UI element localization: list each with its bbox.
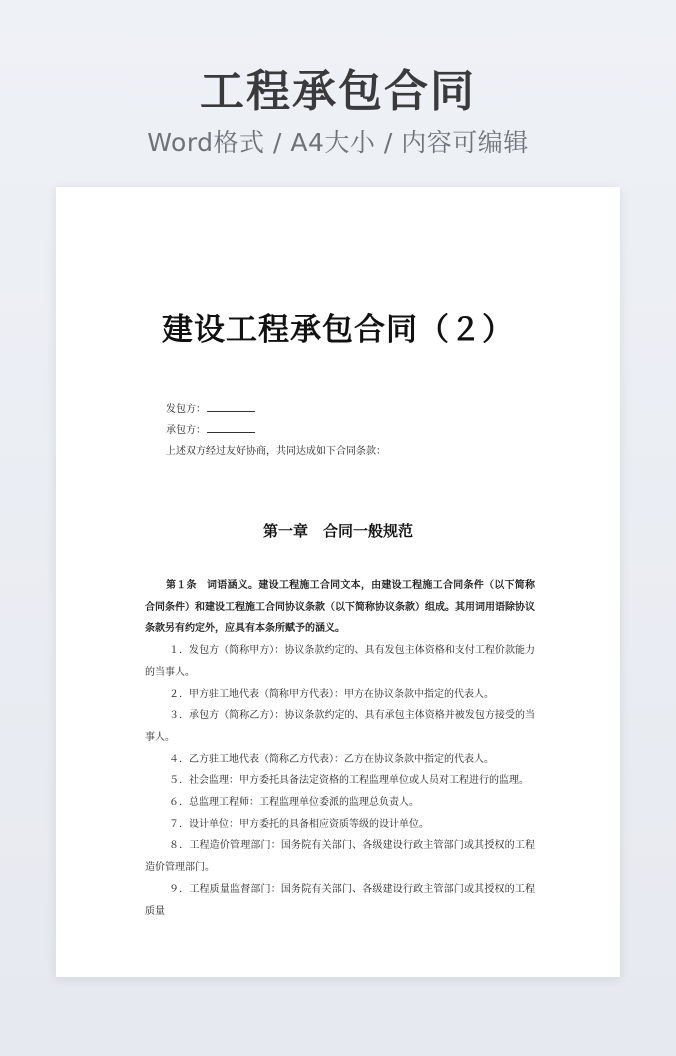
preamble: 上述双方经过友好协商，共同达成如下合同条款： (166, 446, 386, 457)
clause-3: ３．承包方（简称乙方）：协议条款约定的、具有承包主体资格并被发包方接受的当事人。 (145, 710, 535, 743)
document-title: 建设工程承包合同（２） (162, 312, 514, 348)
clause-4: ４．乙方驻工地代表（简称乙方代表）：乙方在协议条款中指定的代表人。 (169, 753, 494, 765)
subcontractor-line (166, 420, 566, 441)
clause-1: １．发包方（简称甲方）：协议条款约定的、具有发包主体资格和支付工程价款能力的当事人。 (145, 645, 535, 678)
clause-2: ２．甲方驻工地代表（简称甲方代表）：甲方在协议条款中指定的代表人。 (169, 688, 494, 700)
subcontractor-blank (207, 421, 255, 433)
chapter-title: 第一章 合同一般规范 (262, 522, 413, 540)
clause-9: ９．工程质量监督部门：国务院有关部门、各级建设行政主管部门或其授权的工程质量 (145, 883, 535, 917)
banner-title: 工程承包合同 (200, 66, 476, 117)
document-page (56, 187, 620, 977)
parties-block (166, 399, 566, 462)
contractor-line (166, 399, 566, 420)
contractor-blank (207, 400, 255, 412)
document-body (145, 575, 535, 922)
article-1: 第１条 词语涵义。建设工程施工合同文本，由建设工程施工合同条件（以下简称合同条件）和建设工程施工合同协议条款（以下简称协议条款）组成。其用词用语除协议条款另有约定外，应具有本条所赋予的涵义。 (145, 580, 535, 635)
contractor-label: 发包方： (166, 404, 206, 415)
clause-8: ８．工程造价管理部门：国务院有关部门、各级建设行政主管部门或其授权的工程造价管理部门。 (145, 840, 535, 874)
clause-6: ６．总监理工程师：工程监理单位委派的监理总负责人。 (169, 797, 419, 809)
subcontractor-label: 承包方： (166, 425, 206, 436)
banner (0, 62, 676, 160)
clause-7: ７．设计单位：甲方委托的具备相应资质等级的设计单位。 (169, 818, 429, 830)
clause-5: ５．社会监理：甲方委托具备法定资格的工程监理单位或人员对工程进行的监理。 (169, 775, 529, 787)
banner-subtitle: Word格式 / A4大小 / 内容可编辑 (147, 128, 529, 157)
